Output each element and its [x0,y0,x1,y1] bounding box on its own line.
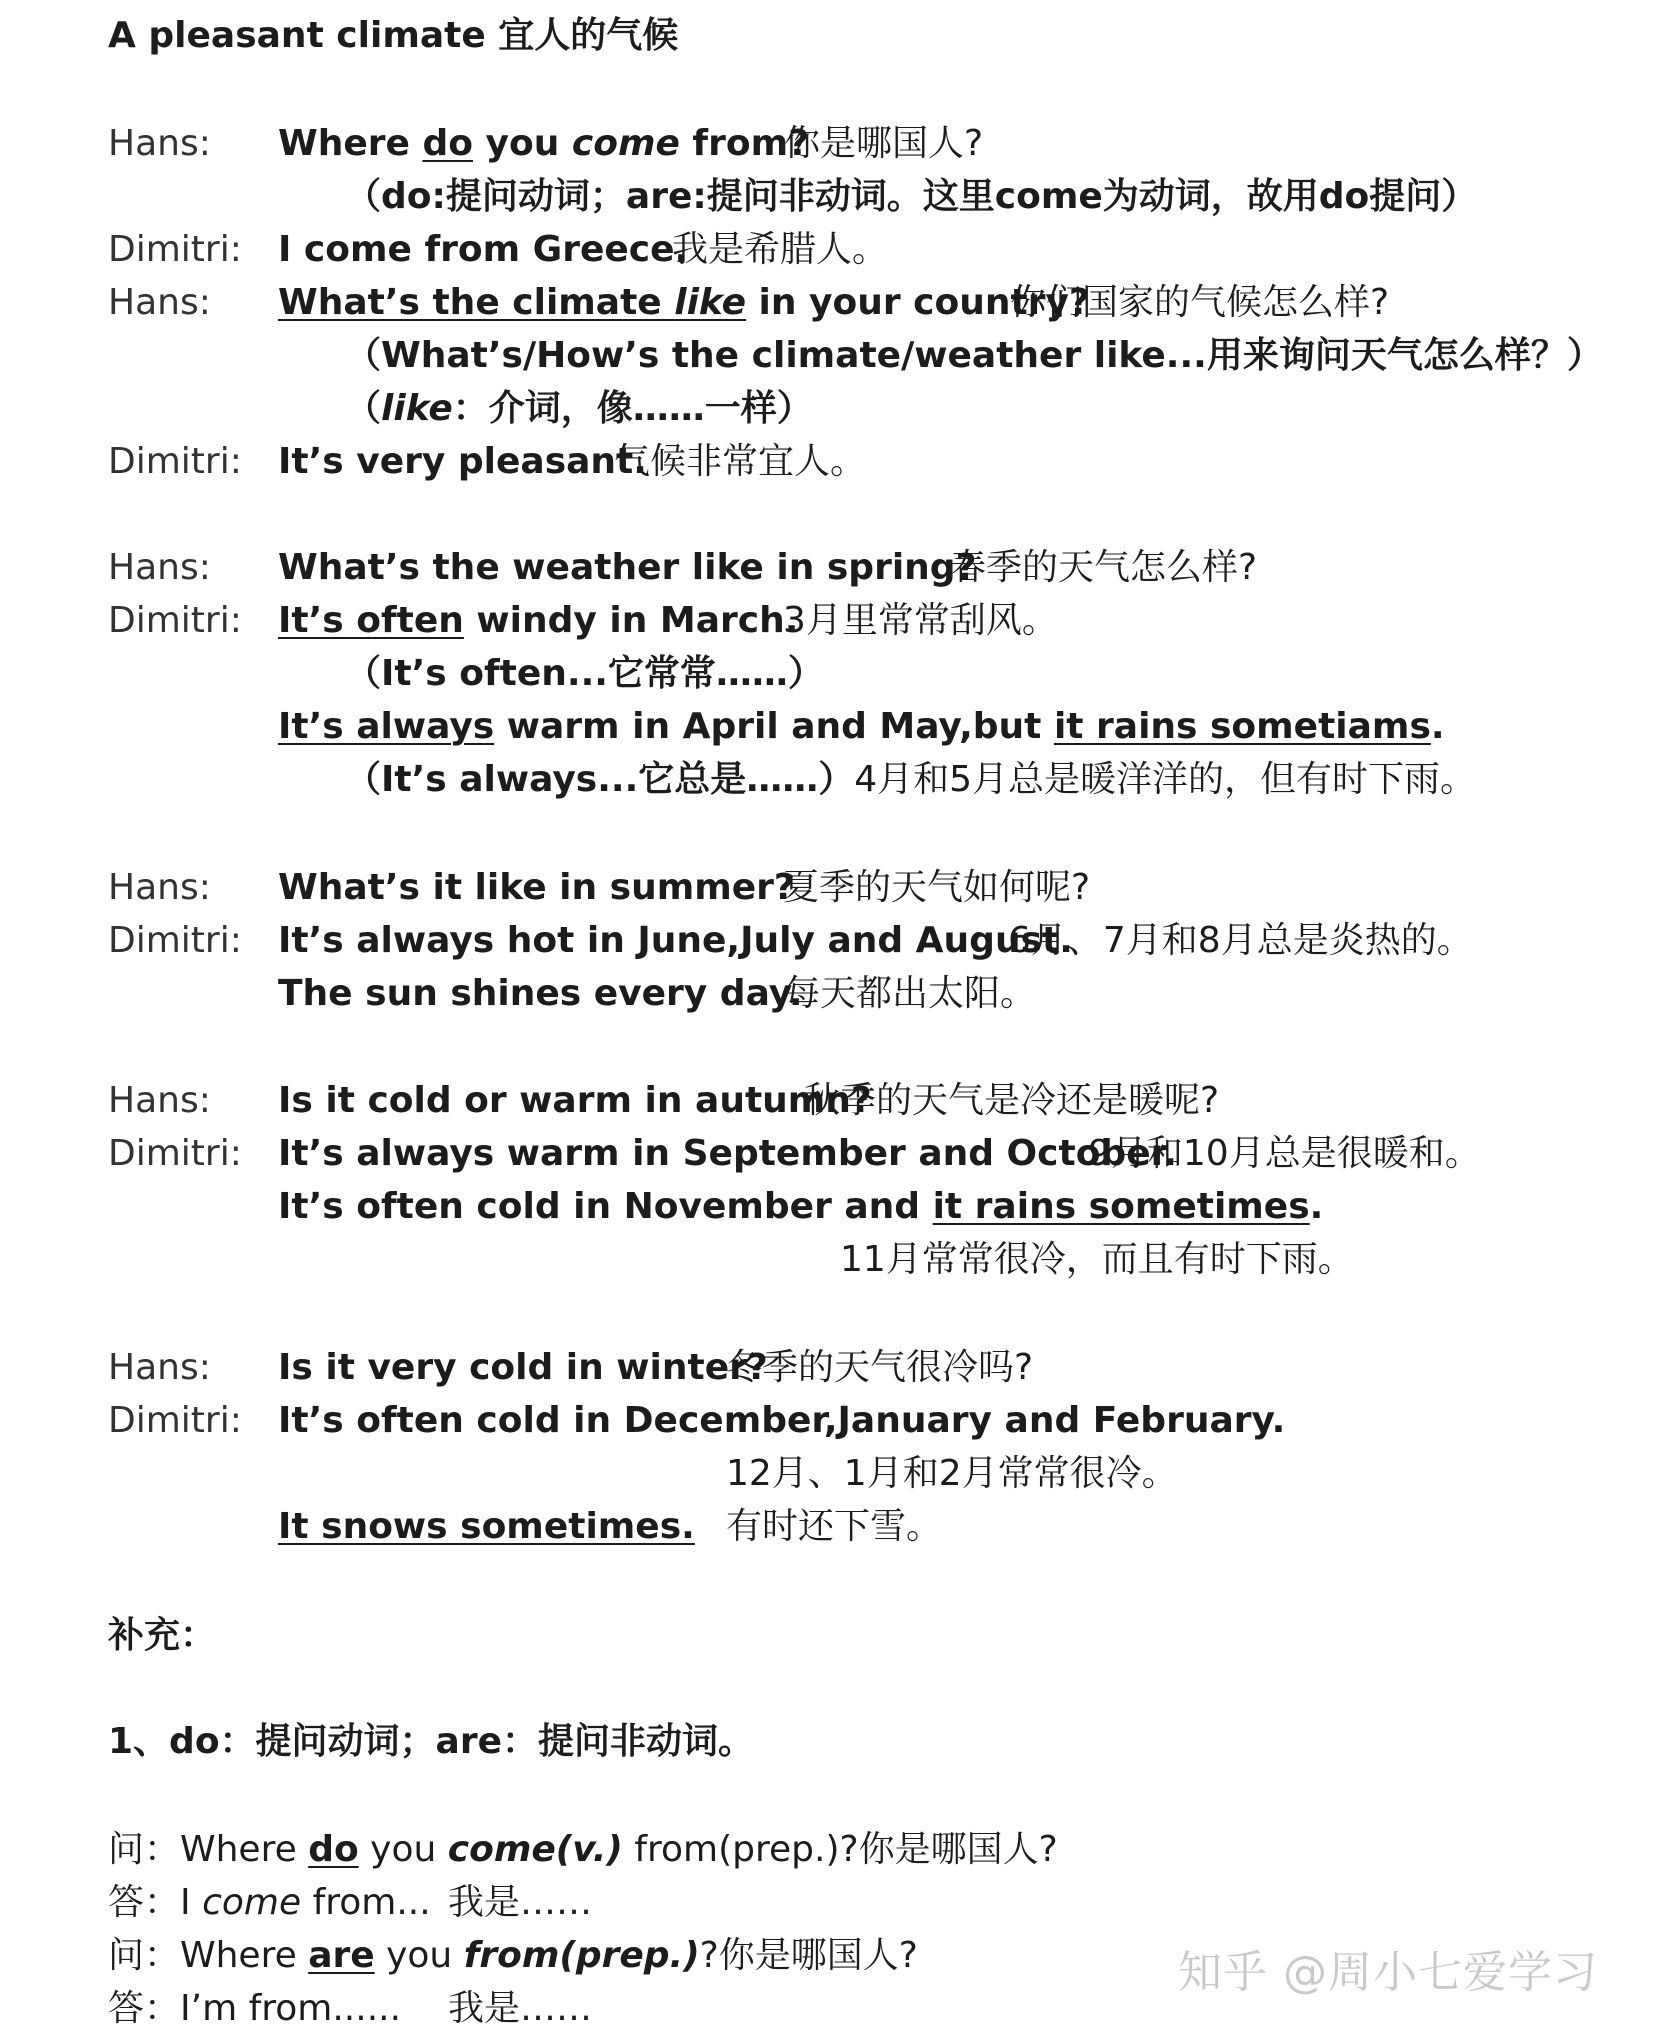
speaker-label: Hans: [108,867,211,908]
speaker-label: Hans: [108,1080,211,1121]
dialogue-line: The sun shines every day. [278,973,803,1014]
zhihu-watermark: 知乎 @周小七爱学习 [1178,1947,1598,1998]
dialogue-line: It’s often cold in December,January and February. [278,1400,1286,1441]
document-title: A pleasant climate 宜人的气候 [108,15,679,56]
translation: 夏季的天气如何呢? [783,867,1091,908]
example-question: 问：Where do you come(v.) from(prep.)?你是哪国人? [108,1829,1058,1870]
dialogue-line: Where do you come from? [278,123,809,164]
dialogue-line: It snows sometimes. [278,1506,695,1547]
translation: 9月和10月总是很暖和。 [1088,1133,1481,1174]
dialogue-line: What’s the climate like in your country? [278,282,1090,323]
dialogue-line: It’s always warm in September and October. [278,1133,1177,1174]
grammar-note: （do:提问动词；are:提问非动词。这里come为动词，故用do提问） [345,176,1478,217]
translation: 有时还下雪。 [726,1506,943,1547]
grammar-note: （like：介词，像……一样） [345,388,813,429]
dialogue-line: What’s it like in summer? [278,867,795,908]
translation: 12月、1月和2月常常很冷。 [726,1453,1178,1494]
example-question: 问：Where are you from(prep.)?你是哪国人? [108,1935,918,1976]
dialogue-line: I come from Greece. [278,229,689,270]
speaker-label: Hans: [108,547,211,588]
translation: 秋季的天气是冷还是暖呢? [804,1080,1220,1121]
dialogue-line: It’s always hot in June,July and August. [278,920,1073,961]
dialogue-line: Is it cold or warm in autumn? [278,1080,872,1121]
translation: 你是哪国人? [784,123,984,164]
speaker-label: Hans: [108,282,211,323]
grammar-note: （What’s/How’s the climate/weather like...用来询问天气怎么样？） [345,335,1603,376]
translation: 冬季的天气很冷吗? [726,1347,1034,1388]
speaker-label: Dimitri: [108,1133,242,1174]
grammar-note: （It’s often...它常常……） [345,653,824,694]
translation: 春季的天气怎么样? [950,547,1258,588]
speaker-label: Dimitri: [108,229,242,270]
translation: 6月、7月和8月总是炎热的。 [1008,920,1473,961]
translation: 我是希腊人。 [672,229,889,270]
speaker-label: Hans: [108,123,211,164]
speaker-label: Dimitri: [108,441,242,482]
translation: 每天都出太阳。 [784,973,1037,1014]
example-answer-translation: 我是…… [448,1882,593,1923]
translation: 3月里常常刮风。 [783,600,1058,641]
example-answer: 答：I come from... [108,1882,431,1923]
example-answer-translation: 我是…… [448,1988,593,2029]
speaker-label: Hans: [108,1347,211,1388]
dialogue-line: It’s very pleasant. [278,441,647,482]
speaker-label: Dimitri: [108,600,242,641]
supplement-point: 1、do：提问动词；are：提问非动词。 [108,1721,755,1762]
translation: 11月常常很冷，而且有时下雨。 [840,1239,1354,1280]
speaker-label: Dimitri: [108,920,242,961]
translation: 气候非常宜人。 [614,441,867,482]
dialogue-line: Is it very cold in winter? [278,1347,768,1388]
dialogue-line: It’s always warm in April and May,but it rains sometiams. [278,706,1445,747]
dialogue-line: It’s often cold in November and it rains sometimes. [278,1186,1324,1227]
speaker-label: Dimitri: [108,1400,242,1441]
supplement-heading: 补充： [108,1615,217,1656]
example-answer: 答：I’m from...... [108,1988,402,2029]
dialogue-line: It’s often windy in March. [278,600,799,641]
translation: 你们国家的气候怎么样? [1010,282,1390,323]
dialogue-line: What’s the weather like in spring? [278,547,977,588]
grammar-note: （It’s always...它总是……）4月和5月总是暖洋洋的，但有时下雨。 [345,759,1477,800]
